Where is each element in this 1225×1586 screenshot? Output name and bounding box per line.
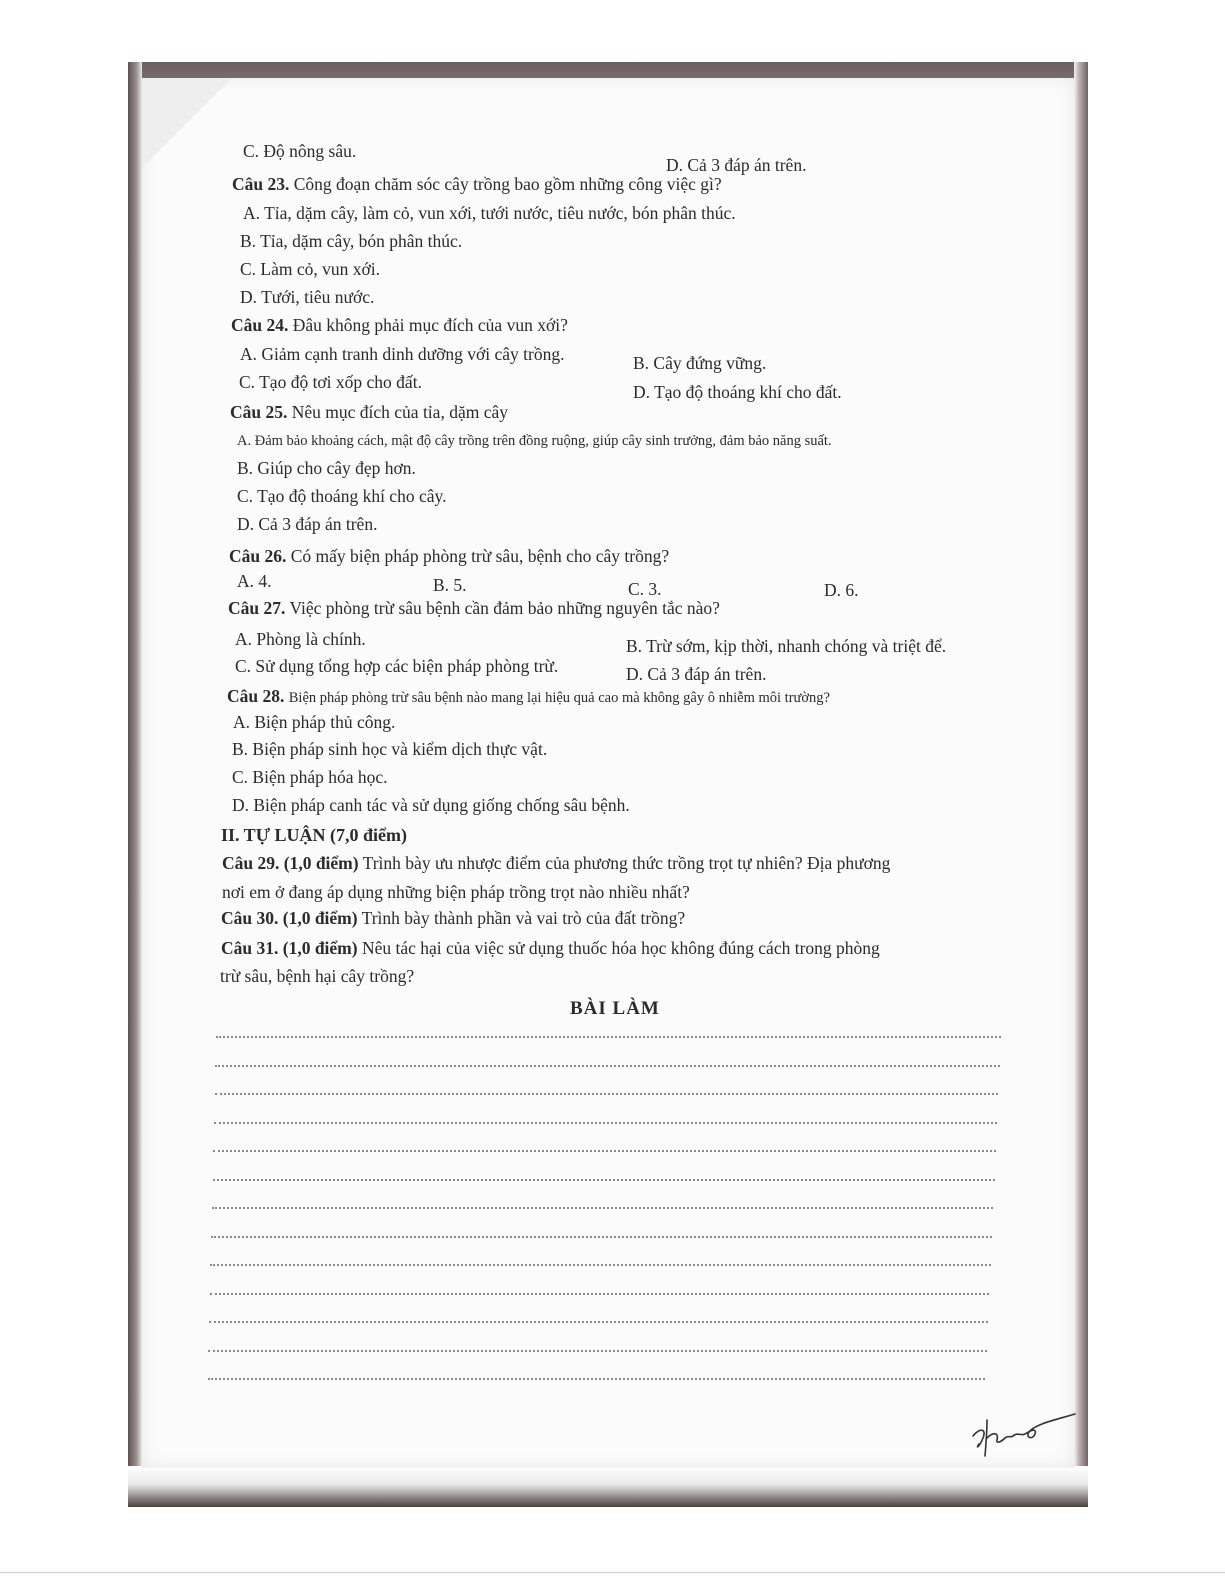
answer-line	[215, 1093, 999, 1095]
scanner-edge-right	[1074, 62, 1088, 1507]
q28-option-b: B. Biện pháp sinh học và kiểm dịch thực vật.	[232, 739, 548, 759]
question-text: Trình bày thành phần và vai trò của đất trồng?	[361, 908, 686, 928]
question-text: Trình bày ưu nhược điểm của phương thức trồng trọt tự nhiên? Địa phương	[362, 853, 891, 873]
question-label: Câu 30. (1,0 điểm)	[221, 908, 358, 928]
question-label: Câu 24.	[231, 315, 289, 335]
essay-question-29-cont: nơi em ở đang áp dụng những biện pháp trồng trọt nào nhiều nhất?	[222, 882, 690, 902]
answer-line	[213, 1150, 996, 1152]
q24-option-d: D. Tạo độ thoáng khí cho đất.	[633, 382, 842, 402]
answer-line	[215, 1065, 999, 1067]
q23-option-a: A. Tỉa, dặm cây, làm cỏ, vun xới, tưới nước, tiêu nước, bón phân thúc.	[243, 203, 736, 223]
folded-corner	[142, 78, 232, 168]
q24-option-b: B. Cây đứng vững.	[633, 353, 767, 373]
q27-option-b: B. Trừ sớm, kịp thời, nhanh chóng và triệt để.	[626, 636, 947, 656]
question-text: Biện pháp phòng trừ sâu bệnh nào mang lại hiệu quả cao mà không gây ô nhiễm môi trường?	[288, 690, 830, 706]
answer-line	[211, 1236, 992, 1238]
question-28	[227, 688, 830, 706]
q23-option-c: C. Làm cỏ, vun xới.	[240, 259, 380, 279]
question-26	[229, 548, 669, 566]
question-label: Câu 26.	[229, 546, 287, 566]
q22-option-c: C. Độ nông sâu.	[243, 141, 357, 161]
q28-option-c: C. Biện pháp hóa học.	[232, 767, 388, 787]
question-label: Câu 27.	[228, 598, 286, 618]
q23-option-d: D. Tưới, tiêu nước.	[240, 287, 375, 307]
q24-option-a: A. Giảm cạnh tranh dinh dưỡng với cây trồng.	[240, 344, 565, 364]
answer-line	[214, 1122, 997, 1124]
answer-line	[210, 1264, 990, 1266]
essay-question-30	[221, 910, 685, 928]
answer-line	[209, 1321, 988, 1323]
question-label: Câu 25.	[230, 402, 288, 422]
question-label: Câu 31. (1,0 điểm)	[221, 938, 358, 958]
question-label: Câu 23.	[232, 174, 290, 194]
q26-option-d: D. 6.	[824, 580, 859, 600]
q25-option-c: C. Tạo độ thoáng khí cho cây.	[237, 486, 447, 506]
question-text: Nêu tác hại của việc sử dụng thuốc hóa học không đúng cách trong phòng	[361, 938, 880, 958]
q24-option-c: C. Tạo độ tơi xốp cho đất.	[239, 372, 422, 392]
section-2-heading: II. TỰ LUẬN (7,0 điểm)	[221, 825, 408, 845]
answer-area-title: BÀI LÀM	[570, 998, 660, 1019]
answer-line	[213, 1179, 995, 1181]
scanner-edge-left	[128, 62, 142, 1507]
question-label: Câu 28.	[227, 686, 285, 706]
q26-option-c: C. 3.	[628, 579, 662, 599]
q25-option-a: A. Đảm bảo khoảng cách, mật độ cây trồng trên đồng ruộng, giúp cây sinh trưởng, đảm bảo năng suất.	[237, 433, 832, 449]
q28-option-a: A. Biện pháp thủ công.	[233, 712, 396, 732]
q28-option-d: D. Biện pháp canh tác và sử dụng giống chống sâu bệnh.	[232, 795, 630, 815]
question-25	[230, 404, 508, 422]
question-27	[228, 600, 720, 618]
question-label: Câu 29. (1,0 điểm)	[222, 853, 359, 873]
q23-option-b: B. Tỉa, dặm cây, bón phân thúc.	[240, 231, 463, 251]
q25-option-d: D. Cả 3 đáp án trên.	[237, 514, 378, 534]
q25-option-b: B. Giúp cho cây đẹp hơn.	[237, 458, 416, 478]
q26-option-a: A. 4.	[237, 571, 272, 591]
q27-option-a: A. Phòng là chính.	[235, 629, 366, 649]
page-footer-strip	[0, 1572, 1225, 1586]
question-text: Nêu mục đích của tỉa, dặm cây	[291, 402, 508, 422]
answer-line	[216, 1036, 1001, 1038]
scanner-edge-bottom	[128, 1466, 1088, 1507]
q27-option-c: C. Sử dụng tổng hợp các biện pháp phòng trừ.	[235, 656, 559, 676]
q27-option-d: D. Cả 3 đáp án trên.	[626, 664, 767, 684]
question-text: Có mấy biện pháp phòng trừ sâu, bệnh cho cây trồng?	[290, 546, 670, 566]
essay-question-29	[222, 855, 890, 873]
answer-line	[210, 1293, 990, 1295]
question-text: Việc phòng trừ sâu bệnh cần đảm bảo những nguyên tắc nào?	[289, 598, 720, 618]
essay-question-31	[221, 940, 880, 958]
essay-question-31-cont: trừ sâu, bệnh hại cây trồng?	[220, 966, 415, 986]
answer-line	[208, 1350, 986, 1352]
q22-option-d: D. Cả 3 đáp án trên.	[666, 155, 807, 175]
question-text: Công đoạn chăm sóc cây trồng bao gồm những công việc gì?	[293, 174, 722, 194]
question-23	[232, 176, 722, 194]
question-24	[231, 317, 568, 335]
answer-line	[212, 1207, 993, 1209]
handwritten-signature-icon	[965, 1398, 1085, 1460]
answer-line	[208, 1378, 986, 1380]
q26-option-b: B. 5.	[433, 575, 467, 595]
question-text: Đâu không phải mục đích của vun xới?	[292, 315, 568, 335]
